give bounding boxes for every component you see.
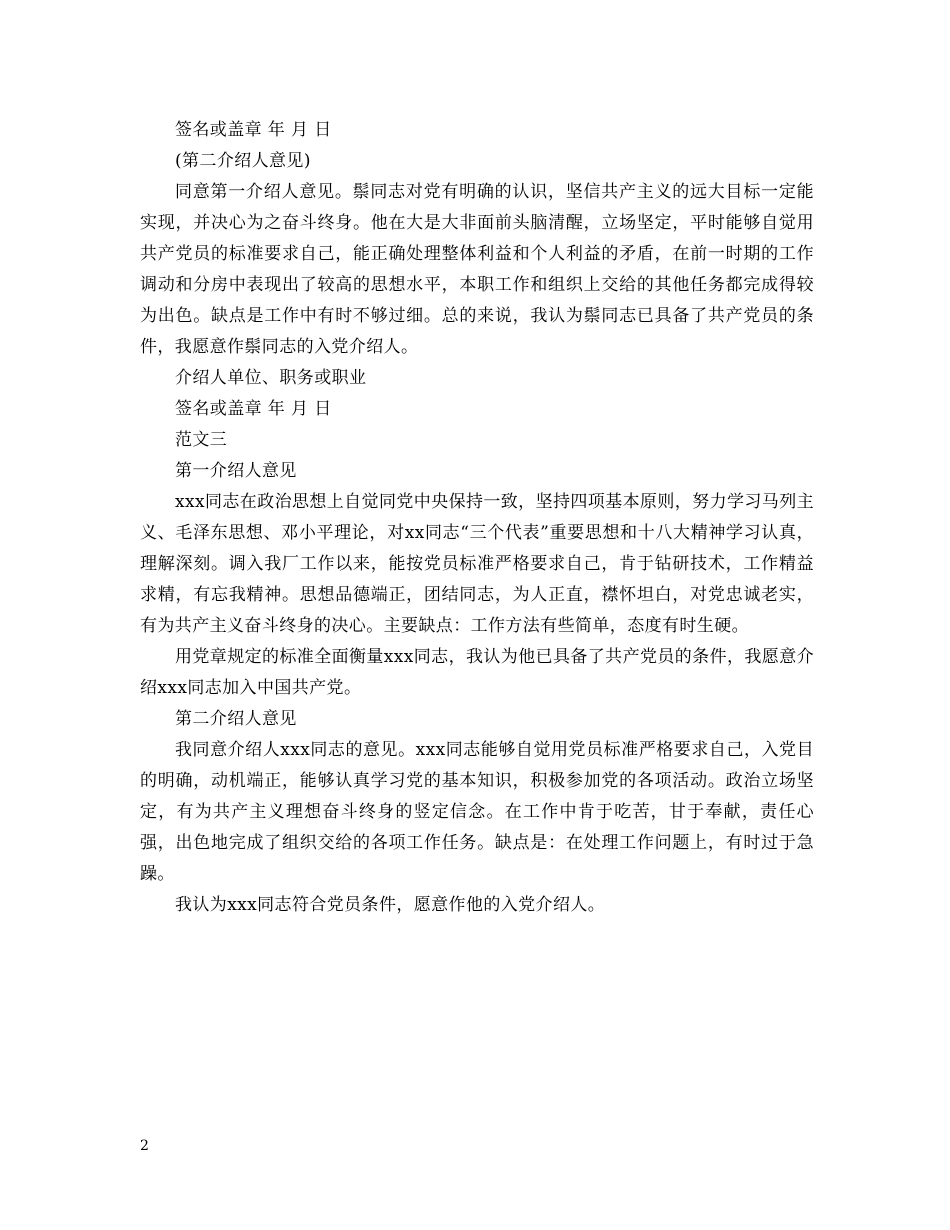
body-paragraph: 我认为xxx同志符合党员条件，愿意作他的入党介绍人。 [175, 895, 606, 915]
section-heading: (第二介绍人意见) [175, 151, 311, 171]
page-number: 2 [140, 1138, 149, 1154]
body-paragraph: xxx同志在政治思想上自觉同党中央保持一致，坚持四项基本原则，努力学习马列主义、毛泽东思想、邓小平理论，对xx同志“三个代表”重要思想和十八大精神学习认真，理解深刻。调入我厂工作以来，能按党员标准严格要求自己，肯于钻研技术，工作精益求精，有忘我精神。思想品德端正，团结同志，为人正直，襟怀坦白，对党忠诚老实，有为共产主义奋斗终身的决心。主要缺点：工作方法有些简单，态度有时生硬。 [140, 492, 814, 636]
body-paragraph: 用党章规定的标准全面衡量xxx同志，我认为他已具备了共产党员的条件，我愿意介绍xxx同志加入中国共产党。 [140, 647, 814, 698]
body-paragraph: 我同意介绍人xxx同志的意见。xxx同志能够自觉用党员标准严格要求自己，入党目的明确，动机端正，能够认真学习党的基本知识，积极参加党的各项活动。政治立场坚定，有为共产主义理想奋斗终身的竖定信念。在工作中肯于吃苦，甘于奉献，责任心强，出色地完成了组织交给的各项工作任务。缺点是：在处理工作问题上，有时过于急躁。 [140, 740, 814, 884]
introducer-unit-line: 介绍人单位、职务或职业 [175, 368, 367, 388]
section-heading: 第一介绍人意见 [175, 461, 297, 481]
signature-line: 签名或盖章 年 月 日 [175, 399, 332, 419]
section-heading: 第二介绍人意见 [175, 709, 297, 729]
body-paragraph: 同意第一介绍人意见。鬃同志对党有明确的认识，坚信共产主义的远大目标一定能实现，并决心为之奋斗终身。他在大是大非面前头脑清醒，立场坚定，平时能够自觉用共产党员的标准要求自己，能正确处理整体利益和个人利益的矛盾，在前一时期的工作调动和分房中表现出了较高的思想水平，本职工作和组织上交给的其他任务都完成得较为出色。缺点是工作中有时不够过细。总的来说，我认为鬃同志已具备了共产党员的条件，我愿意作鬃同志的入党介绍人。 [140, 182, 814, 357]
signature-line: 签名或盖章 年 月 日 [175, 120, 332, 140]
section-heading: 范文三 [175, 430, 228, 450]
document-body [140, 115, 814, 921]
